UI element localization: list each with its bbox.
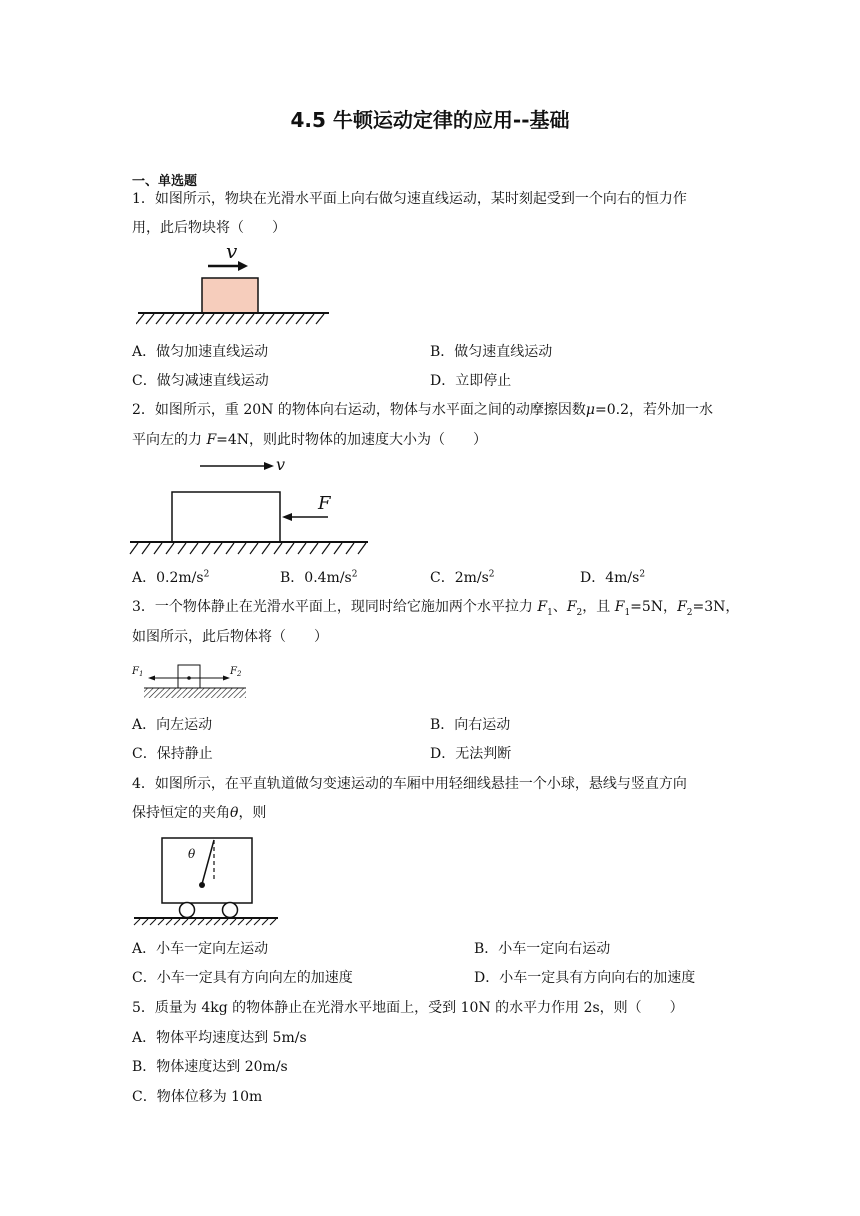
section-heading: 一、单选题 bbox=[132, 174, 198, 189]
ground-hatch bbox=[130, 543, 366, 554]
ground-hatch bbox=[136, 314, 324, 324]
q4-option-b[interactable]: B．小车一定向右运动 bbox=[474, 941, 611, 957]
ground-hatch bbox=[134, 919, 276, 925]
velocity-label: v bbox=[226, 240, 238, 263]
velocity-label: v bbox=[276, 455, 286, 474]
q3-option-b[interactable]: B．向右运动 bbox=[430, 717, 511, 733]
wheel-right bbox=[223, 903, 238, 918]
q1-option-a[interactable]: A．做匀加速直线运动 bbox=[132, 344, 269, 360]
q1-text-line2: 用，此后物块将（ ） bbox=[132, 220, 286, 236]
force-f2-label: $F_2$ bbox=[230, 666, 242, 678]
cart-body bbox=[162, 838, 252, 903]
q4-figure bbox=[132, 834, 282, 926]
q2-option-b[interactable]: B．$0.4m/s^2$ bbox=[280, 569, 358, 586]
ball bbox=[199, 882, 205, 888]
q3-option-c[interactable]: C．保持静止 bbox=[132, 746, 213, 762]
q2-option-a[interactable]: A．$0.2m/s^2$ bbox=[132, 569, 210, 586]
q5-option-a[interactable]: A．物体平均速度达到 5m/s bbox=[132, 1030, 307, 1046]
arrow-right-icon bbox=[238, 261, 248, 271]
arrow-right-icon bbox=[223, 676, 230, 681]
q3-figure bbox=[130, 660, 248, 702]
q1-text-line1: 1．如图所示，物块在光滑水平面上向右做匀速直线运动，某时刻起受到一个向右的恒力作 bbox=[132, 191, 687, 207]
q1-option-c[interactable]: C．做匀减速直线运动 bbox=[132, 373, 269, 389]
q5-option-b[interactable]: B．物体速度达到 20m/s bbox=[132, 1059, 288, 1075]
q2-figure bbox=[128, 454, 370, 558]
wheel-left bbox=[180, 903, 195, 918]
q1-option-b[interactable]: B．做匀速直线运动 bbox=[430, 344, 553, 360]
arrow-left-icon bbox=[148, 676, 155, 681]
q5-text-line1: 5．质量为 4kg 的物体静止在光滑水平地面上，受到 10N 的水平力作用 2s，则（ ） bbox=[132, 1000, 684, 1016]
q4-option-c[interactable]: C．小车一定具有方向向左的加速度 bbox=[132, 970, 353, 986]
arrow-right-icon bbox=[264, 462, 274, 470]
q2-option-d[interactable]: D．$4m/s^2$ bbox=[580, 569, 646, 586]
force-label: F bbox=[318, 493, 331, 514]
q3-text-line2: 如图所示，此后物体将（ ） bbox=[132, 629, 328, 645]
q2-option-c[interactable]: C．$2m/s^2$ bbox=[430, 569, 495, 586]
q4-option-d[interactable]: D．小车一定具有方向向右的加速度 bbox=[474, 970, 696, 986]
block bbox=[172, 492, 280, 542]
q4-text-line2: 保持恒定的夹角θ，则 bbox=[132, 805, 267, 821]
force-f1-label: $F_1$ bbox=[132, 666, 144, 678]
page-title: 4.5 牛顿运动定律的应用--基础 bbox=[290, 108, 570, 132]
ground-hatch bbox=[144, 688, 246, 698]
theta-label: θ bbox=[188, 847, 196, 861]
q4-text-line1: 4．如图所示，在平直轨道做匀变速运动的车厢中用轻细线悬挂一个小球，悬线与竖直方向 bbox=[132, 776, 687, 792]
q3-text-line1: 3．一个物体静止在光滑水平面上，现同时给它施加两个水平拉力 $F_1$、$F_2$，且 $F_1=5N$，$F_2=3N$， bbox=[132, 599, 740, 618]
q3-option-a[interactable]: A．向左运动 bbox=[132, 717, 213, 733]
block bbox=[202, 278, 258, 313]
q1-option-d[interactable]: D．立即停止 bbox=[430, 373, 512, 389]
q2-text-line2: 平向左的力 F=4N，则此时物体的加速度大小为（ ） bbox=[132, 432, 488, 448]
q3-option-d[interactable]: D．无法判断 bbox=[430, 746, 512, 762]
q4-option-a[interactable]: A．小车一定向左运动 bbox=[132, 941, 269, 957]
q2-text-line1: 2．如图所示，重 20N 的物体向右运动，物体与水平面之间的动摩擦因数μ=0.2，若外加一水 bbox=[132, 402, 713, 418]
q5-option-c[interactable]: C．物体位移为 10m bbox=[132, 1089, 263, 1105]
q1-figure bbox=[136, 240, 332, 328]
arrow-left-icon bbox=[282, 513, 292, 521]
